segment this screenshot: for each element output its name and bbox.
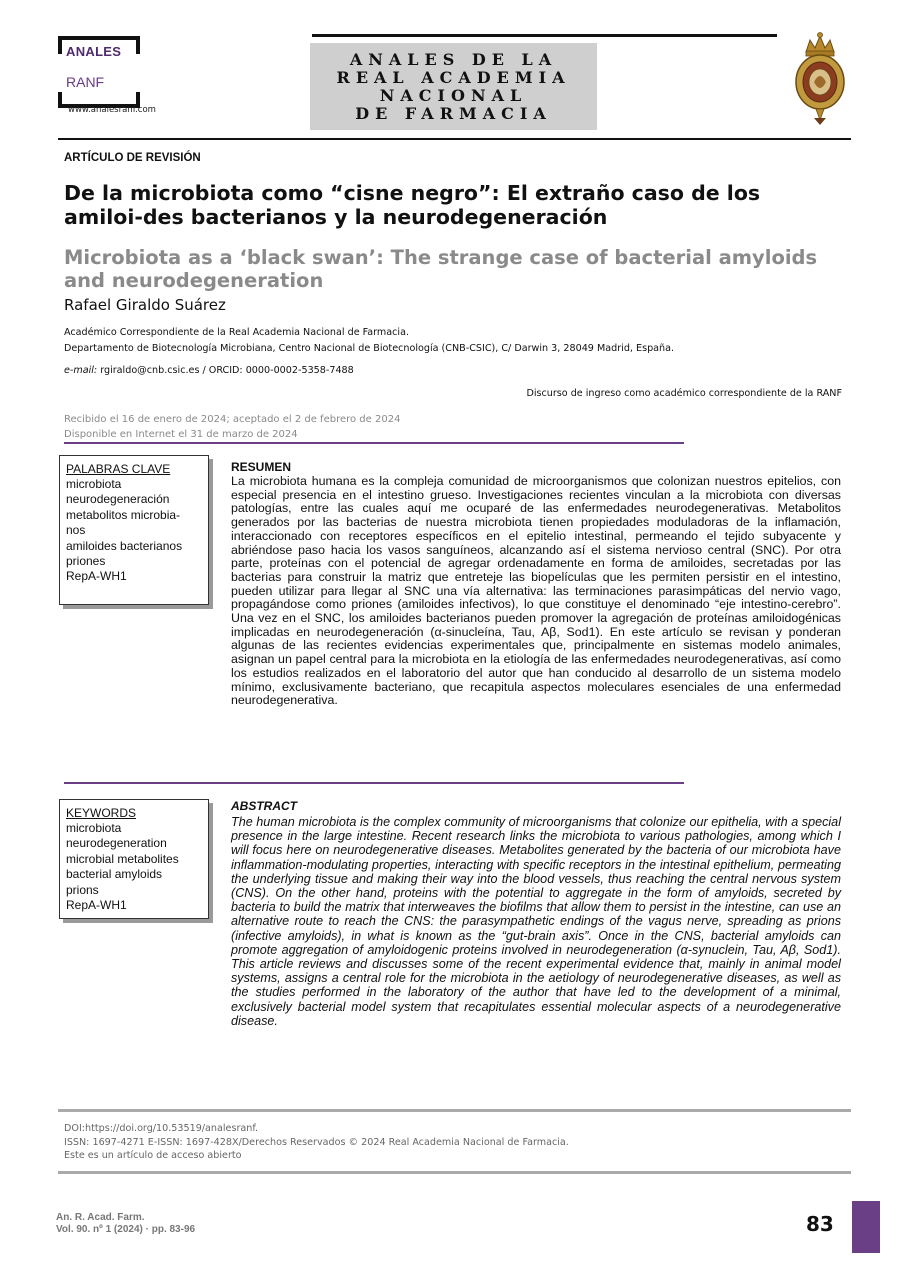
email-and-orcid[interactable]: rgiraldo@cnb.csic.es / ORCID: 0000-0002-5358-7488 xyxy=(97,365,354,376)
journal-logo xyxy=(58,36,168,120)
header-rule xyxy=(58,138,851,140)
footer-rule-bottom xyxy=(58,1171,851,1174)
journal-title-line-1: ANALES DE LA xyxy=(349,49,558,69)
email-label: e-mail: xyxy=(64,365,98,376)
keyword-item: microbiota xyxy=(66,477,122,491)
keyword-item: priones xyxy=(66,554,106,569)
doi-block xyxy=(64,1122,569,1163)
author-contact xyxy=(64,365,354,376)
abstract-heading: ABSTRACT xyxy=(231,799,297,813)
keyword-item: RepA-WH1 xyxy=(66,569,127,584)
doi-link[interactable]: DOI:https://doi.org/10.53519/analesranf. xyxy=(64,1123,259,1134)
received-date: Recibido el 16 de enero de 2024; aceptado el 2 de febrero de 2024 xyxy=(64,414,401,425)
affiliation-line-2: Departamento de Biotecnología Microbiana, Centro Nacional de Biotecnología (CNB-CSIC), C/ Darwin 3, 28049 Madrid, España. xyxy=(64,343,675,354)
author-affiliation xyxy=(64,325,674,357)
discourse-note: Discurso de ingreso como académico correspondiente de la RANF xyxy=(526,388,842,399)
logo-anales-text: ANALES xyxy=(66,44,122,59)
article-title-spanish: De la microbiota como “cisne negro”: El extraño caso de los amiloi-des bacterianos y la neurodegeneración xyxy=(64,181,761,229)
keyword-item: prions xyxy=(66,882,99,897)
journal-abbreviation: An. R. Acad. Farm. xyxy=(56,1212,145,1223)
keyword-item: microbial metabolites xyxy=(66,851,179,866)
keyword-item: nos xyxy=(66,523,86,538)
abstract-text: The human microbiota is the complex community of microorganisms that colonize our epithelia, with a special presence in the large intestine. Recent research links the microbiota to various pathologies, among which I will focus here on neurodegenerative diseases. Metabolites generated by the bacteria of our microbiota have inflammation-modulating properties, interacting with specific receptors in the intestinal epithelium, permeating the underlying tissue and making their way into the blood vessels, thus reaching the central nervous system (CNS). On the other hand, proteins with the potential to aggregate in the form of amyloids, secreted by bacteria to build the matrix that interweaves the biofilms that allow them to persist in the intestine, can use an alternative route to reach the CNS: the parasympathetic endings of the vagus nerve, spreading as prions (infective amyloids), in what is known as the “gut-brain axis”. Once in the CNS, bacterial amyloids can promote aggregation of amyloidogenic proteins involved in neurodegeneration (α-synuclein, Tau, Aβ, Sod1). This article reviews and discusses some of the recent experimental evidence that, mainly in animal model systems, assigns a central role for the microbiota in the aetiology of neurodegenerative diseases, as well as the studies performed in the laboratory of the author that have led to the development of a minimal, exclusively bacterial model system that recapitulates essential molecular aspects of a neurodegenerative disease. xyxy=(231,815,841,1028)
keyword-item: metabolitos microbia- xyxy=(66,507,181,522)
section-divider xyxy=(64,442,684,444)
keyword-item: neurodegeneración xyxy=(66,492,170,507)
keyword-item: RepA-WH1 xyxy=(66,898,127,913)
keywords-english-title: KEYWORDS xyxy=(66,806,137,820)
volume-info: Vol. 90. nº 1 (2024) · pp. 83-96 xyxy=(56,1224,196,1235)
affiliation-line-1: Académico Correspondiente de la Real Academia Nacional de Farmacia. xyxy=(64,327,410,338)
page-tab-marker xyxy=(852,1201,880,1253)
article-type-label: ARTÍCULO DE REVISIÓN xyxy=(64,152,201,164)
journal-website-link[interactable]: www.analesranf.com xyxy=(68,105,156,115)
page-number: 83 xyxy=(806,1212,834,1236)
section-divider xyxy=(64,782,684,784)
keyword-item: bacterial amyloids xyxy=(66,867,163,882)
keyword-item: microbiota xyxy=(66,821,122,835)
issn-line: ISSN: 1697-4271 E-ISSN: 1697-428X/Derechos Reservados © 2024 Real Academia Nacional de Farmacia. xyxy=(64,1136,569,1148)
resumen-heading: RESUMEN xyxy=(231,460,292,474)
keywords-spanish-title: PALABRAS CLAVE xyxy=(66,462,171,476)
keyword-item: neurodegeneration xyxy=(66,836,167,851)
keywords-english-box xyxy=(59,799,209,919)
journal-citation xyxy=(56,1212,195,1236)
journal-title-line-2: REAL ACADEMIA xyxy=(336,67,571,87)
journal-title-line-4: DE FARMACIA xyxy=(355,103,552,123)
footer-rule-top xyxy=(58,1109,851,1112)
journal-title-line-3: NACIONAL xyxy=(379,85,528,105)
header-top-line xyxy=(312,34,777,37)
resumen-text: La microbiota humana es la compleja comunidad de microorganismos que colonizan nuestros epitelios, con especial presencia en el intestino grueso. Investigaciones recientes vinculan a la microbiota con diversas patologías, entre las cuales aquí me ocuparé de las enfermedades neurodegenerativas. Metabolitos generados por las bacterias de nuestra microbiota tienen propiedades moduladoras de la inflamación, interaccionado con receptores específicos en el epitelio intestinal, permeando el tejido subyacente y abriéndose paso hacia los vasos sanguíneos, alcanzando así el sistema nervioso central (SNC). Por otra parte, proteínas con el potencial de agregar ordenadamente en forma de amiloides, secretadas por las bacterias para construir la matriz que entreteje las biopelículas que les permiten persistir en el intestino, pueden utilizar para llegar al SNC una vía alternativa: las terminaciones parasimpáticas del nervio vago, propagándose como priones (amiloides infectivos), lo que constituye el denominado “eje intestino-cerebro”. Una vez en el SNC, los amiloides bacterianos pueden promover la agregación de proteínas amiloidogénicas implicadas en neurodegeneración (α-sinucleína, Tau, Aβ, Sod1). En este artículo se revisan y ponderan algunas de las recientes evidencias experimentales que, principalmente en sistemas modelo animales, asignan un papel central para la microbiota en la etiología de las enfermedades neurodegenerativas, así como los estudios realizados en el laboratorio del autor que han conducido al desarrollo de un sistema modelo mínimo, exclusivamente bacteriano, que recapitula aspectos moleculares esenciales de una enfermedad neurodegenerativa. xyxy=(231,474,841,708)
keyword-item: amiloides bacterianos xyxy=(66,538,183,553)
academy-crest-icon xyxy=(792,30,848,126)
journal-title-box xyxy=(310,43,597,130)
author-name: Rafael Giraldo Suárez xyxy=(64,296,226,314)
open-access-note: Este es un artículo de acceso abierto xyxy=(64,1150,242,1161)
article-title-english: Microbiota as a ‘black swan’: The strange case of bacterial amyloids and neurodegeneration xyxy=(64,246,818,292)
publication-dates xyxy=(64,412,400,442)
keywords-spanish-box xyxy=(59,455,209,605)
available-date: Disponible en Internet el 31 de marzo de 2024 xyxy=(64,429,298,440)
logo-ranf-text: RANF xyxy=(66,74,105,90)
